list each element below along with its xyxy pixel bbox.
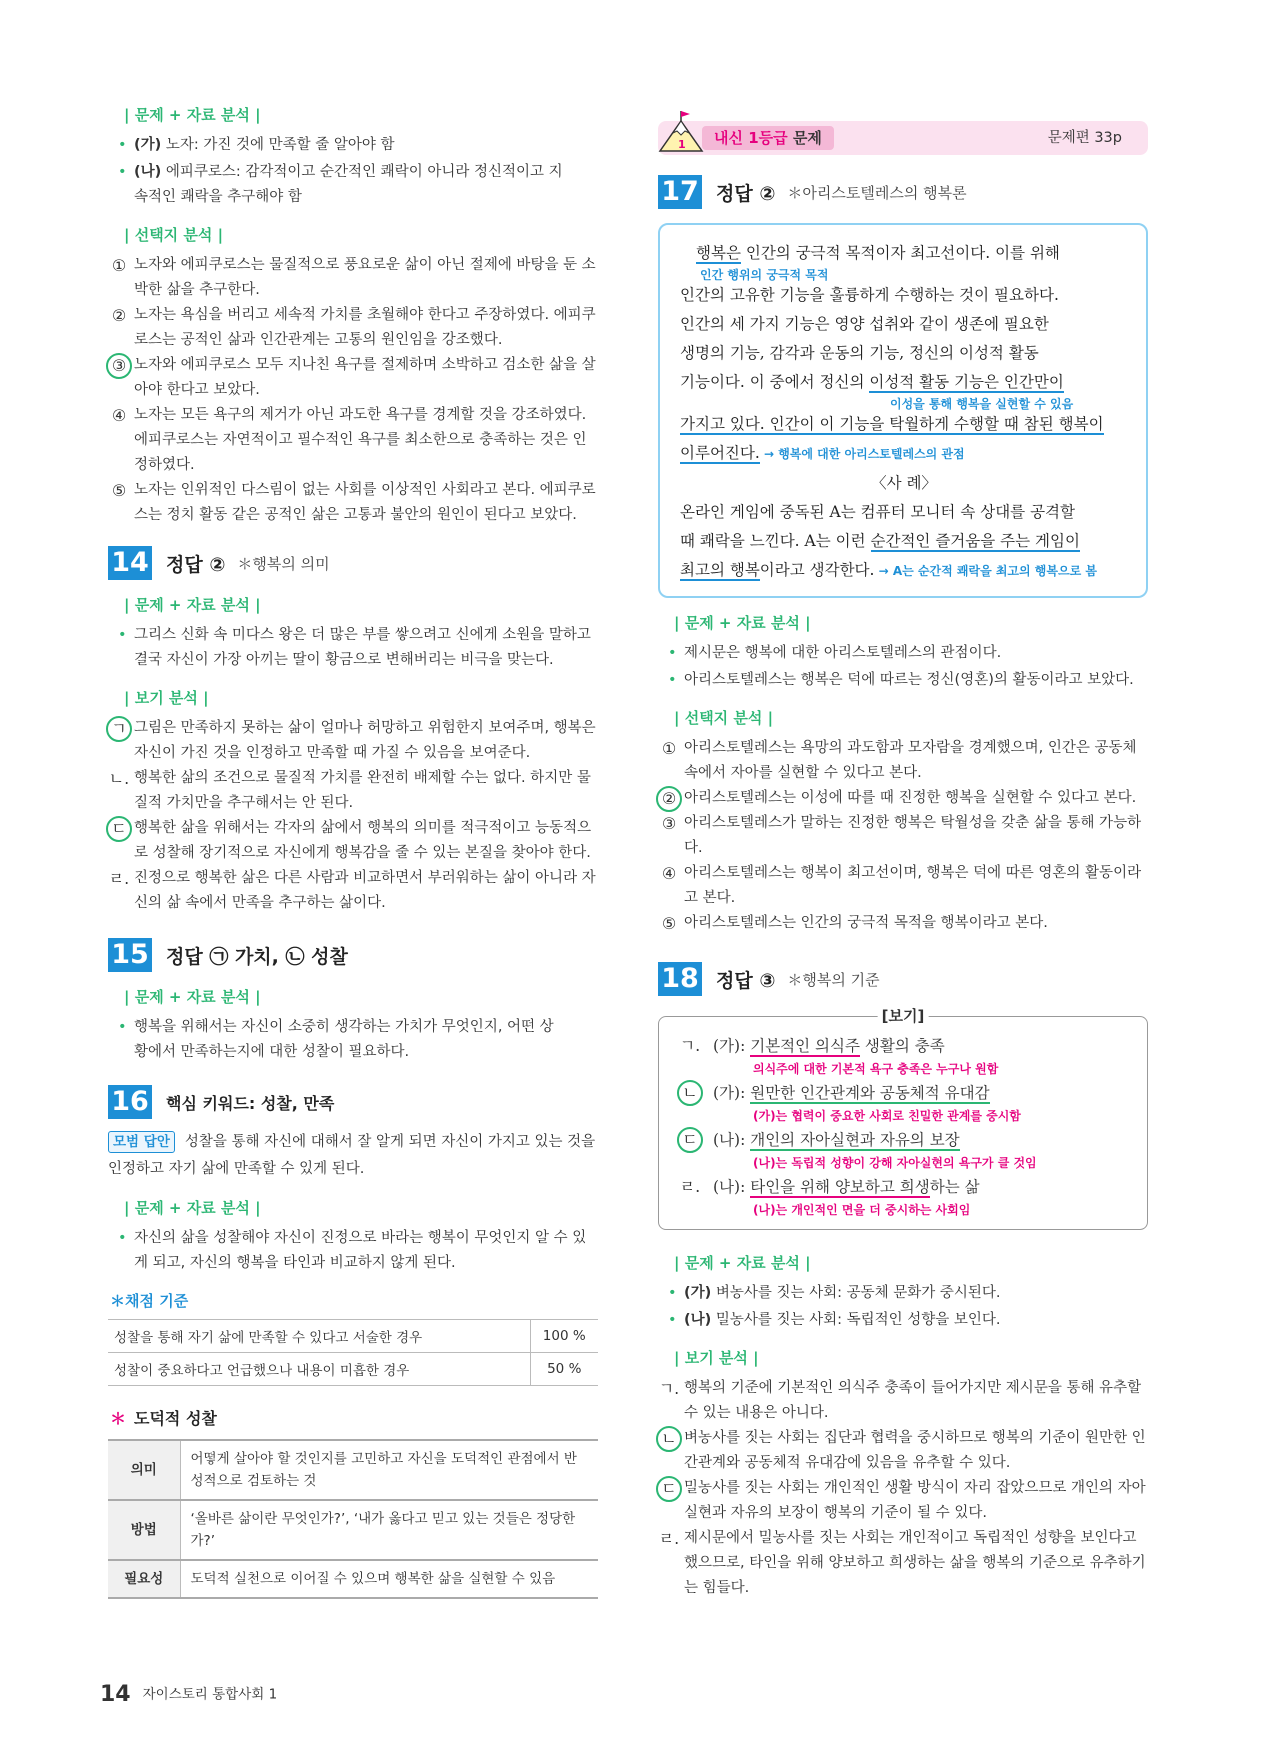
bogi-item: ㄷ (나): 개인의 자아실현과 자유의 보장	[673, 1127, 1133, 1153]
analysis-item: ㄹ. 제시문에서 밀농사를 짓는 사회는 개인적이고 독립적인 성향을 보인다고 했으므로, 타인을 위해 양보하고 희생하는 삶을 행복의 기준으로 유추하기는 힘들다.	[658, 1529, 1146, 1596]
answer-circle-icon: ㄷ	[108, 816, 130, 841]
q14-data-label: | 문제 + 자료 분석 |	[124, 596, 261, 614]
annotation: 인간 행위의 궁극적 목적	[700, 268, 829, 282]
bogi-title: [보기]	[878, 1005, 929, 1026]
bogi-item: ㄱ 그림은 만족하지 못하는 삶이 얼마나 허망하고 위험한지 보여주며, 행복은 자신이 가진 것을 인정하고 만족할 때 가질 수 있음을 보여준다.	[108, 716, 598, 766]
list-item: • 그리스 신화 속 미다스 왕은 더 많은 부를 쌓으려고 신에게 소원을 말하고 결국 자신이 가장 아끼는 딸이 황금으로 변해버리는 비극을 맞는다.	[108, 623, 598, 673]
bogi-item: ㄱ. (가): 기본적인 의식주 생활의 충족	[679, 1036, 945, 1055]
answer-circle-icon: ㄴ	[658, 1426, 680, 1451]
list-item: • (가) 노자: 가진 것에 만족할 줄 알아야 함	[108, 133, 598, 158]
left-column	[108, 100, 598, 1599]
analysis-item: ㄴ 벼농사를 짓는 사회는 집단과 협력을 중시하므로 행복의 기준이 원만한 인간관계와 공동체적 유대감에 있음을 유추할 수 있다.	[658, 1426, 1148, 1476]
topic: ＊행복의 기준	[787, 970, 880, 989]
moral-table	[108, 1439, 598, 1599]
mountain-flag-icon	[658, 111, 704, 155]
q18-bogi-label: | 보기 분석 |	[674, 1349, 759, 1367]
star-icon: ＊	[110, 1409, 127, 1428]
moral-title: ＊ 도덕적 성찰	[110, 1409, 217, 1428]
topic: ＊행복의 의미	[237, 554, 330, 573]
question-number: 17	[658, 175, 702, 209]
annotation: (나)는 개인적인 면을 더 중시하는 사회임	[753, 1203, 971, 1217]
q14-header	[108, 546, 598, 580]
bogi-box	[658, 1007, 1148, 1230]
bogi-item: ㄴ. 행복한 삶의 조건으로 물질적 가치를 완전히 배제할 수는 없다. 하지만 물질적 가치만을 추구해서는 안 된다.	[108, 769, 591, 811]
book-title: 자이스토리 통합사회 1	[142, 1686, 278, 1703]
right-column	[658, 100, 1148, 1601]
table-row: 성찰을 통해 자기 삶에 만족할 수 있다고 서술한 경우 100 %	[108, 1320, 598, 1353]
page-footer	[100, 1682, 277, 1707]
q13-data-label: | 문제 + 자료 분석 |	[124, 106, 261, 124]
page-number: 14	[100, 1682, 131, 1707]
answer: 정답 ②	[716, 182, 776, 205]
question-number: 15	[108, 938, 152, 972]
bogi-item: ㄷ 행복한 삶을 위해서는 각자의 삶에서 행복의 의미를 적극적이고 능동적으로 성찰해 장기적으로 자신에게 행복감을 줄 수 있는 본질을 찾아야 한다.	[108, 816, 598, 866]
q13-options	[108, 253, 598, 528]
option-3: ③ 아리스토텔레스가 말하는 진정한 행복은 탁월성을 갖춘 삶을 통해 가능하다.	[661, 814, 1142, 856]
answer: 정답 ㉠ 가치, ㉡ 성찰	[166, 945, 348, 968]
answer-circle-icon: ㄷ	[658, 1476, 680, 1501]
q18-analysis	[658, 1376, 1148, 1601]
list-item: • 제시문은 행복에 대한 아리스토텔레스의 관점이다.	[658, 641, 1148, 666]
option-3-correct: ③ 노자와 에피쿠로스 모두 지나친 욕구를 절제하며 소박하고 검소한 삶을 살아야 한다고 보았다.	[108, 353, 598, 403]
q15-header	[108, 938, 598, 972]
q14-bogi-label: | 보기 분석 |	[124, 689, 209, 707]
answer-circle-icon: ②	[658, 786, 680, 811]
q17-data-label: | 문제 + 자료 분석 |	[674, 614, 811, 632]
model-answer-badge: 모범 답안	[108, 1131, 175, 1153]
list-item: • 아리스토텔레스는 행복은 덕에 따르는 정신(영혼)의 활동이라고 보았다.	[658, 668, 1148, 693]
q15-data-label: | 문제 + 자료 분석 |	[124, 988, 261, 1006]
question-number: 18	[658, 962, 702, 996]
annotation: 의식주에 대한 기본적 욕구 충족은 누구나 원함	[753, 1062, 999, 1076]
topic: ＊아리스토텔레스의 행복론	[787, 183, 967, 202]
bogi-item: ㄴ (가): 원만한 인간관계와 공동체적 유대감	[673, 1080, 1133, 1106]
table-row: 방법 ‘올바른 삶이란 무엇인가?’, ‘내가 옳다고 믿고 있는 것들은 정당한가?’	[108, 1500, 598, 1560]
answer-circle-icon: ㄴ	[679, 1080, 701, 1106]
annotation: → 행복에 대한 아리스토텔레스의 관점	[759, 447, 965, 461]
keyword: 핵심 키워드: 성찰, 만족	[166, 1093, 335, 1113]
page-reference: 문제편 33p	[1047, 130, 1122, 146]
option-2-correct: ② 아리스토텔레스는 이성에 따를 때 진정한 행복을 실현할 수 있다고 본다.	[658, 786, 1148, 811]
q14-bogi	[108, 716, 598, 916]
table-row: 성찰이 중요하다고 언급했으나 내용이 미흡한 경우 50 %	[108, 1353, 598, 1386]
table-row: 의미 어떻게 살아야 할 것인지를 고민하고 자신을 도덕적인 관점에서 반성적으로 검토하는 것	[108, 1440, 598, 1500]
option-4: ④ 아리스토텔레스는 행복이 최고선이며, 행복은 덕에 따른 영혼의 활동이라고 본다.	[661, 864, 1142, 906]
question-number: 16	[108, 1085, 152, 1119]
answer: 정답 ③	[716, 969, 776, 992]
answer-circle-icon: ③	[108, 353, 130, 378]
criteria-table	[108, 1319, 598, 1386]
criteria-title: ＊채점 기준	[110, 1292, 189, 1310]
svg-text:1: 1	[678, 138, 686, 151]
q13-data-list	[108, 133, 598, 210]
banner-tag: 내신 1등급 문제	[702, 126, 834, 150]
answer: 정답 ②	[166, 553, 226, 576]
question-number: 14	[108, 546, 152, 580]
q17-options	[658, 736, 1148, 936]
model-answer: 모범 답안 성찰을 통해 자신에 대해서 잘 알게 되면 자신이 가지고 있는 것을 인정하고 자기 삶에 만족할 수 있게 된다.	[108, 1129, 598, 1183]
answer-circle-icon: ㄷ	[679, 1127, 701, 1153]
option-4: ④ 노자는 모든 욕구의 제거가 아닌 과도한 욕구를 경계할 것을 강조하였다. 에피쿠로스는 자연적이고 필수적인 욕구를 최소한으로 충족하는 것은 인정하였다.	[111, 406, 587, 473]
table-row: 필요성 도덕적 실천으로 이어질 수 있으며 행복한 삶을 실현할 수 있음	[108, 1560, 598, 1598]
option-5: ⑤ 아리스토텔레스는 인간의 궁극적 목적을 행복이라고 본다.	[661, 914, 1048, 933]
answer-circle-icon: ㄱ	[108, 716, 130, 741]
list-item: • 행복을 위해서는 자신이 소중히 생각하는 가치가 무엇인지, 어떤 상황에서 만족하는지에 대한 성찰이 필요하다.	[108, 1015, 598, 1065]
bogi-item: ㄹ. (나): 타인을 위해 양보하고 희생하는 삶	[679, 1177, 980, 1196]
annotation: (나)는 독립적 성향이 강해 자아실현의 욕구가 클 것임	[753, 1156, 1037, 1170]
annotation: (가)는 협력이 중요한 사회로 친밀한 관계를 중시함	[753, 1109, 1021, 1123]
list-item: • 자신의 삶을 성찰해야 자신이 진정으로 바라는 행복이 무엇인지 알 수 있게 되고, 자신의 행복을 타인과 비교하지 않게 된다.	[108, 1226, 598, 1276]
option-1: ① 아리스토텔레스는 욕망의 과도함과 모자람을 경계했으며, 인간은 공동체 속에서 자아를 실현할 수 있다고 본다.	[661, 739, 1137, 781]
q16-data-label: | 문제 + 자료 분석 |	[124, 1199, 261, 1217]
option-2: ② 노자는 욕심을 버리고 세속적 가치를 초월해야 한다고 주장하였다. 에피쿠로스는 공적인 삶과 인간관계는 고통의 원인임을 강조했다.	[111, 306, 596, 348]
option-5: ⑤ 노자는 인위적인 다스림이 없는 사회를 이상적인 사회라고 본다. 에피쿠로스는 정치 활동 같은 공적인 삶은 고통과 불안의 원인이 된다고 보았다.	[111, 481, 596, 523]
q18-header	[658, 962, 1148, 996]
analysis-item: ㄷ 밀농사를 짓는 사회는 개인적인 생활 방식이 자리 잡았으므로 개인의 자아실현과 자유의 보장이 행복의 기준이 될 수 있다.	[658, 1476, 1148, 1526]
bogi-item: ㄹ. 진정으로 행복한 삶은 다른 사람과 비교하면서 부러워하는 삶이 아니라 자신의 삶 속에서 만족을 추구하는 삶이다.	[108, 869, 596, 911]
analysis-item: ㄱ. 행복의 기준에 기본적인 의식주 충족이 들어가지만 제시문을 통해 유추할 수 있는 내용은 아니다.	[658, 1379, 1142, 1421]
top-banner	[658, 121, 1148, 155]
option-1: ① 노자와 에피쿠로스는 물질적으로 풍요로운 삶이 아닌 절제에 바탕을 둔 소박한 삶을 추구한다.	[111, 256, 596, 298]
list-item: • (나) 에피쿠로스: 감각적이고 순간적인 쾌락이 아니라 정신적이고 지속적인 쾌락을 추구해야 함	[108, 160, 598, 210]
list-item: • (가) 벼농사를 짓는 사회: 공동체 문화가 중시된다.	[658, 1281, 1148, 1306]
q13-choice-label: | 선택지 분석 |	[124, 226, 224, 244]
q17-choice-label: | 선택지 분석 |	[674, 709, 774, 727]
passage-box: 행복은 인간의 궁극적 목적이자 최고선이다. 이를 위해 인간 행위의 궁극적 목적 인간의 고유한 기능을 훌륭하게 수행하는 것이 필요하다. 인간의 세 가지 기능은 영양 섭취와 같이 생존에 필요한 생명의 기능, 감각과 운동의 기능, 정신의 이성적 활동 기능이다. 이 중에서 정신의 이성적 활동 기능은 인간만이 이성을 통해 행복을 실현할 수 있음 가지고 있다. 인간이 이 기능을 탁월하게 수행할 때 참된 행복이 이루어진다. → 행복에 대한 아리스토텔레스의 관점 〈사 례〉 온라인 게임에 중독된 A는 컴퓨터 모니터 속 상대를 공격할 때 쾌락을 느낀다. A는 이런 순간적인 즐거움을 주는 게임이 최고의 행복이라고 생각한다. → A는 순간적 쾌락을 최고의 행복으로 봄	[658, 223, 1148, 598]
q18-data-label: | 문제 + 자료 분석 |	[674, 1254, 811, 1272]
q16-header	[108, 1085, 598, 1119]
q17-header	[658, 175, 1148, 209]
annotation: → A는 순간적 쾌락을 최고의 행복으로 봄	[874, 564, 1097, 578]
case-title: 〈사 례〉	[871, 474, 937, 492]
list-item: • (나) 밀농사를 짓는 사회: 독립적인 성향을 보인다.	[658, 1308, 1148, 1333]
annotation: 이성을 통해 행복을 실현할 수 있음	[890, 397, 1074, 411]
